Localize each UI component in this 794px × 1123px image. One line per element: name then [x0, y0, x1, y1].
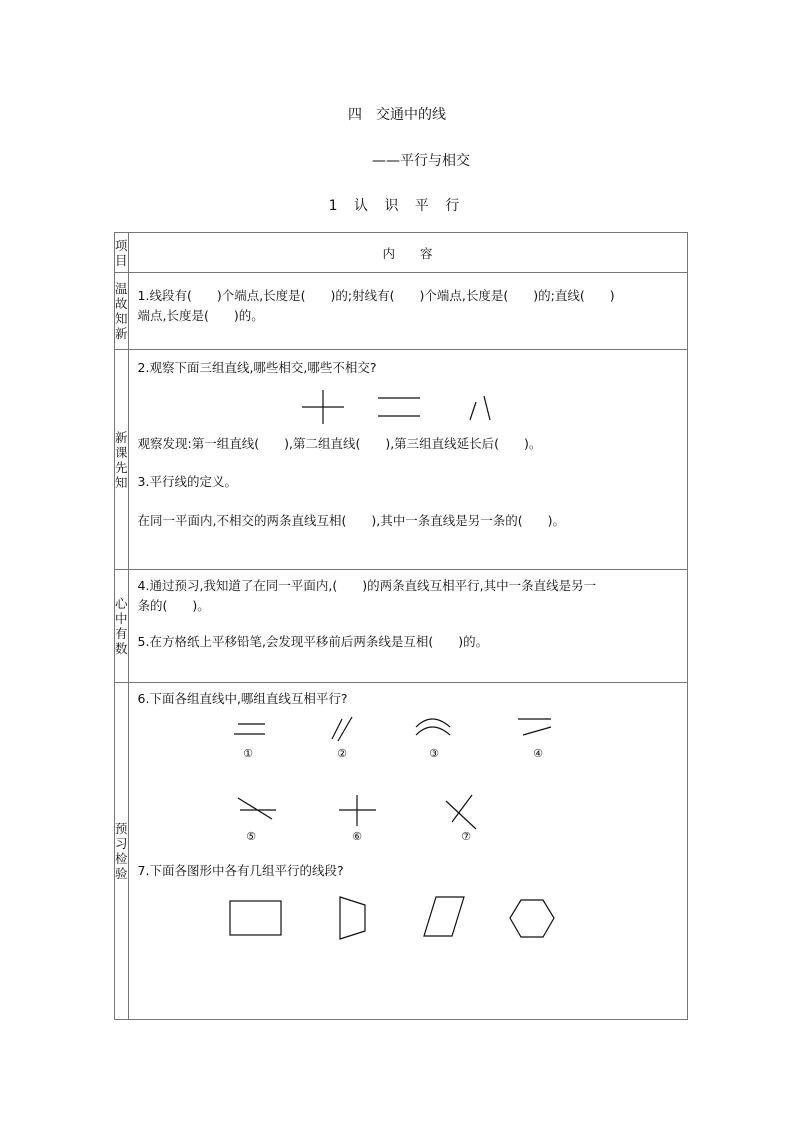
- parallelogram-shape: [424, 897, 464, 936]
- unit-subtitle: ——平行与相交: [372, 153, 470, 169]
- question-1-line1: 1.线段有( )个端点,长度是( )的;射线有( )个端点,长度是( )的;直线( ): [137, 288, 615, 303]
- rectangle-shape: [230, 901, 281, 935]
- trapezoid-shape: [340, 897, 365, 939]
- lesson-table: [114, 232, 688, 1020]
- line-group-3: [470, 396, 490, 420]
- figure-3-label: ③: [428, 747, 439, 760]
- figure-3: [416, 719, 450, 735]
- review-content: [128, 273, 687, 350]
- question-5: 5.在方格纸上平移铅笔,会发现平移前后两条线是互相( )的。: [137, 634, 489, 649]
- figure-4-label: ④: [532, 747, 543, 760]
- lesson-title: 1 认 识 平 行: [328, 198, 466, 214]
- category-check: 预 习 检 验: [115, 683, 129, 1020]
- question-2: 2.观察下面三组直线,哪些相交,哪些不相交?: [137, 360, 377, 375]
- line-group-1: [302, 390, 344, 424]
- figure-1: [234, 724, 265, 734]
- category-review: 温 故 知 新: [115, 273, 129, 350]
- question-7-shapes: [138, 881, 678, 961]
- figure-5-label: ⑤: [245, 830, 256, 843]
- table-row: [115, 570, 688, 683]
- new-lesson-content: [128, 350, 687, 570]
- line-group-2: [378, 398, 420, 416]
- header-content: 内 容: [128, 233, 687, 273]
- figure-2-label: ②: [336, 747, 347, 760]
- parallel-definition: 在同一平面内,不相交的两条直线互相( ),其中一条直线是另一条的( )。: [137, 513, 565, 528]
- header-item: 项目: [115, 233, 129, 273]
- category-new-lesson: 新 课 先 知: [115, 350, 129, 570]
- figure-7: [446, 795, 476, 829]
- figure-5: [238, 798, 276, 819]
- question-4-line1: 4.通过预习,我知道了在同一平面内,( )的两条直线互相平行,其中一条直线是另一: [137, 578, 597, 593]
- figure-6-label: ⑥: [351, 830, 362, 843]
- question-1-line2: 端点,长度是( )的。: [137, 308, 264, 323]
- figure-6: [339, 795, 376, 826]
- figure-2: [332, 717, 352, 741]
- table-row: [115, 273, 688, 350]
- question-7: 7.下面各图形中各有几组平行的线段?: [137, 863, 344, 878]
- figure-1-label: ①: [242, 747, 253, 760]
- question-4-line2: 条的( )。: [137, 598, 210, 613]
- line-groups-figure: [138, 378, 678, 434]
- table-row: [115, 350, 688, 570]
- question-3: 3.平行线的定义。: [137, 474, 237, 489]
- category-summary: 心 中 有 数: [115, 570, 129, 683]
- check-content: [128, 683, 687, 1020]
- hexagon-shape: [510, 900, 554, 937]
- table-row: [115, 683, 688, 1020]
- unit-title: 四 交通中的线: [348, 107, 446, 123]
- question-6: 6.下面各组直线中,哪组直线互相平行?: [137, 691, 348, 706]
- figure-4: [518, 719, 551, 735]
- figure-7-label: ⑦: [460, 830, 471, 843]
- question-6-figures: [138, 709, 678, 859]
- table-header-row: [115, 233, 688, 273]
- summary-content: [128, 570, 687, 683]
- observation-text: 观察发现:第一组直线( ),第二组直线( ),第三组直线延长后( )。: [137, 436, 542, 451]
